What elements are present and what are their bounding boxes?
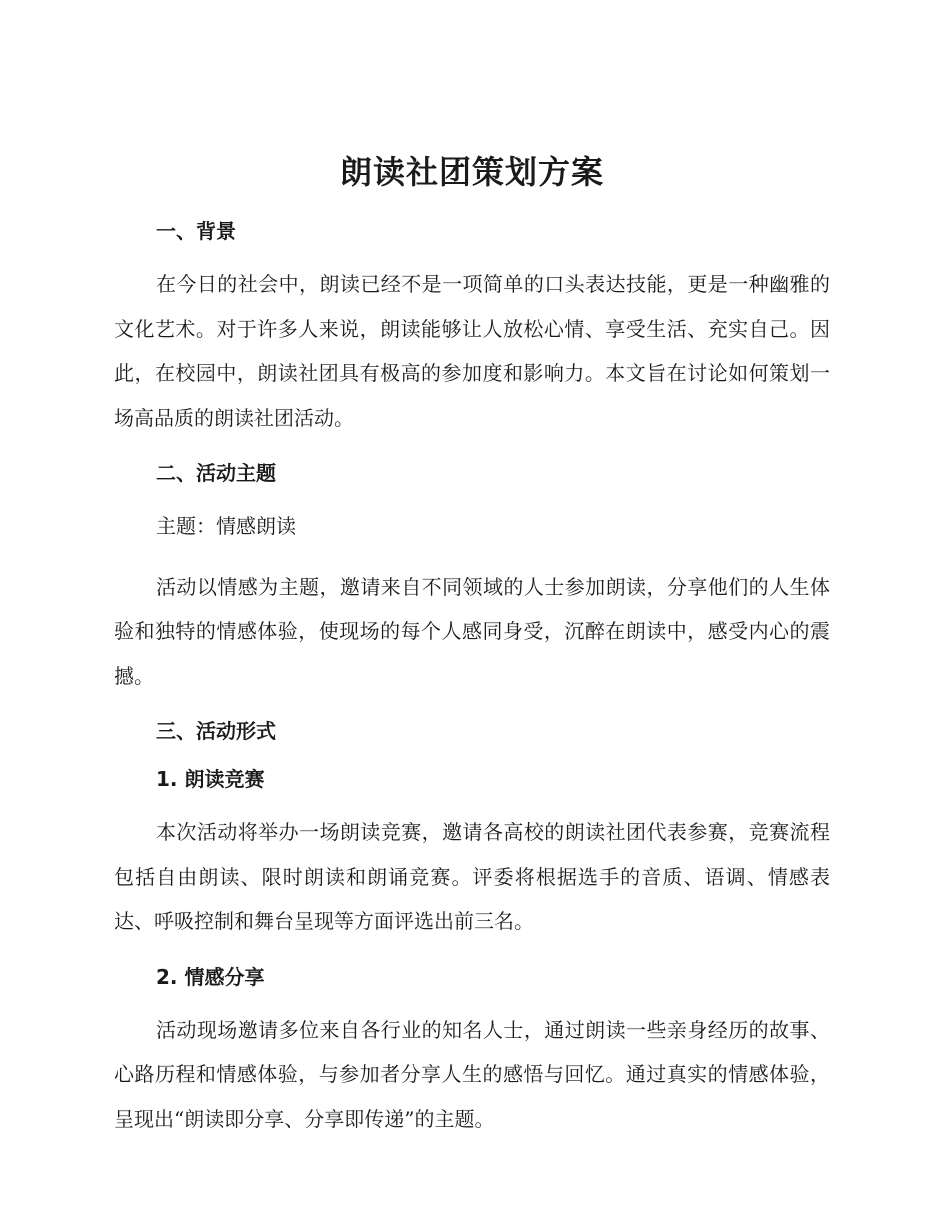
theme-paragraph: 活动以情感为主题，邀请来自不同领域的人士参加朗读，分享他们的人生体验和独特的情感体验，使现场的每个人感同身受，沉醉在朗读中，感受内心的震撼。 [114,574,830,688]
spacer [114,490,830,504]
section-heading-form: 三、活动形式 [156,719,276,743]
section-heading-background: 一、背景 [156,219,236,243]
spacer [114,796,830,810]
background-paragraph: 在今日的社会中，朗读已经不是一项简单的口头表达技能，更是一种幽雅的文化艺术。对于许多人来说，朗读能够让人放松心情、享受生活、充实自己。因此，在校园中，朗读社团具有极高的参加度和影响力。本文旨在讨论如何策划一场高品质的朗读社团活动。 [114,272,830,430]
spacer [114,994,830,1008]
theme-line: 主题：情感朗读 [156,514,296,538]
section-background [114,214,830,456]
sharing-paragraph: 活动现场邀请多位来自各行业的知名人士，通过朗读一些亲身经历的故事、心路历程和情感体验，与参加者分享人生的感悟与回忆。通过真实的情感体验，呈现出“朗读即分享、分享即传递”的主题。 [114,1017,830,1131]
spacer [114,248,830,262]
spacer [114,549,830,565]
document-title: 朗读社团策划方案 [339,153,604,191]
spacer [114,944,830,960]
spacer [114,698,830,714]
spacer [114,440,830,456]
spacer [114,748,830,762]
subsection-heading-sharing: 2. 情感分享 [156,964,265,989]
section-heading-theme: 二、活动主题 [156,461,276,485]
subsection-heading-competition: 1. 朗读竞赛 [156,767,265,791]
section-theme [114,456,830,714]
section-form [114,714,830,1141]
competition-paragraph: 本次活动将举办一场朗读竞赛，邀请各高校的朗读社团代表参赛，竞赛流程包括自由朗读、限时朗读和朗诵竞赛。评委将根据选手的音质、语调、情感表达、呼吸控制和舞台呈现等方面评选出前三名。 [114,820,830,933]
